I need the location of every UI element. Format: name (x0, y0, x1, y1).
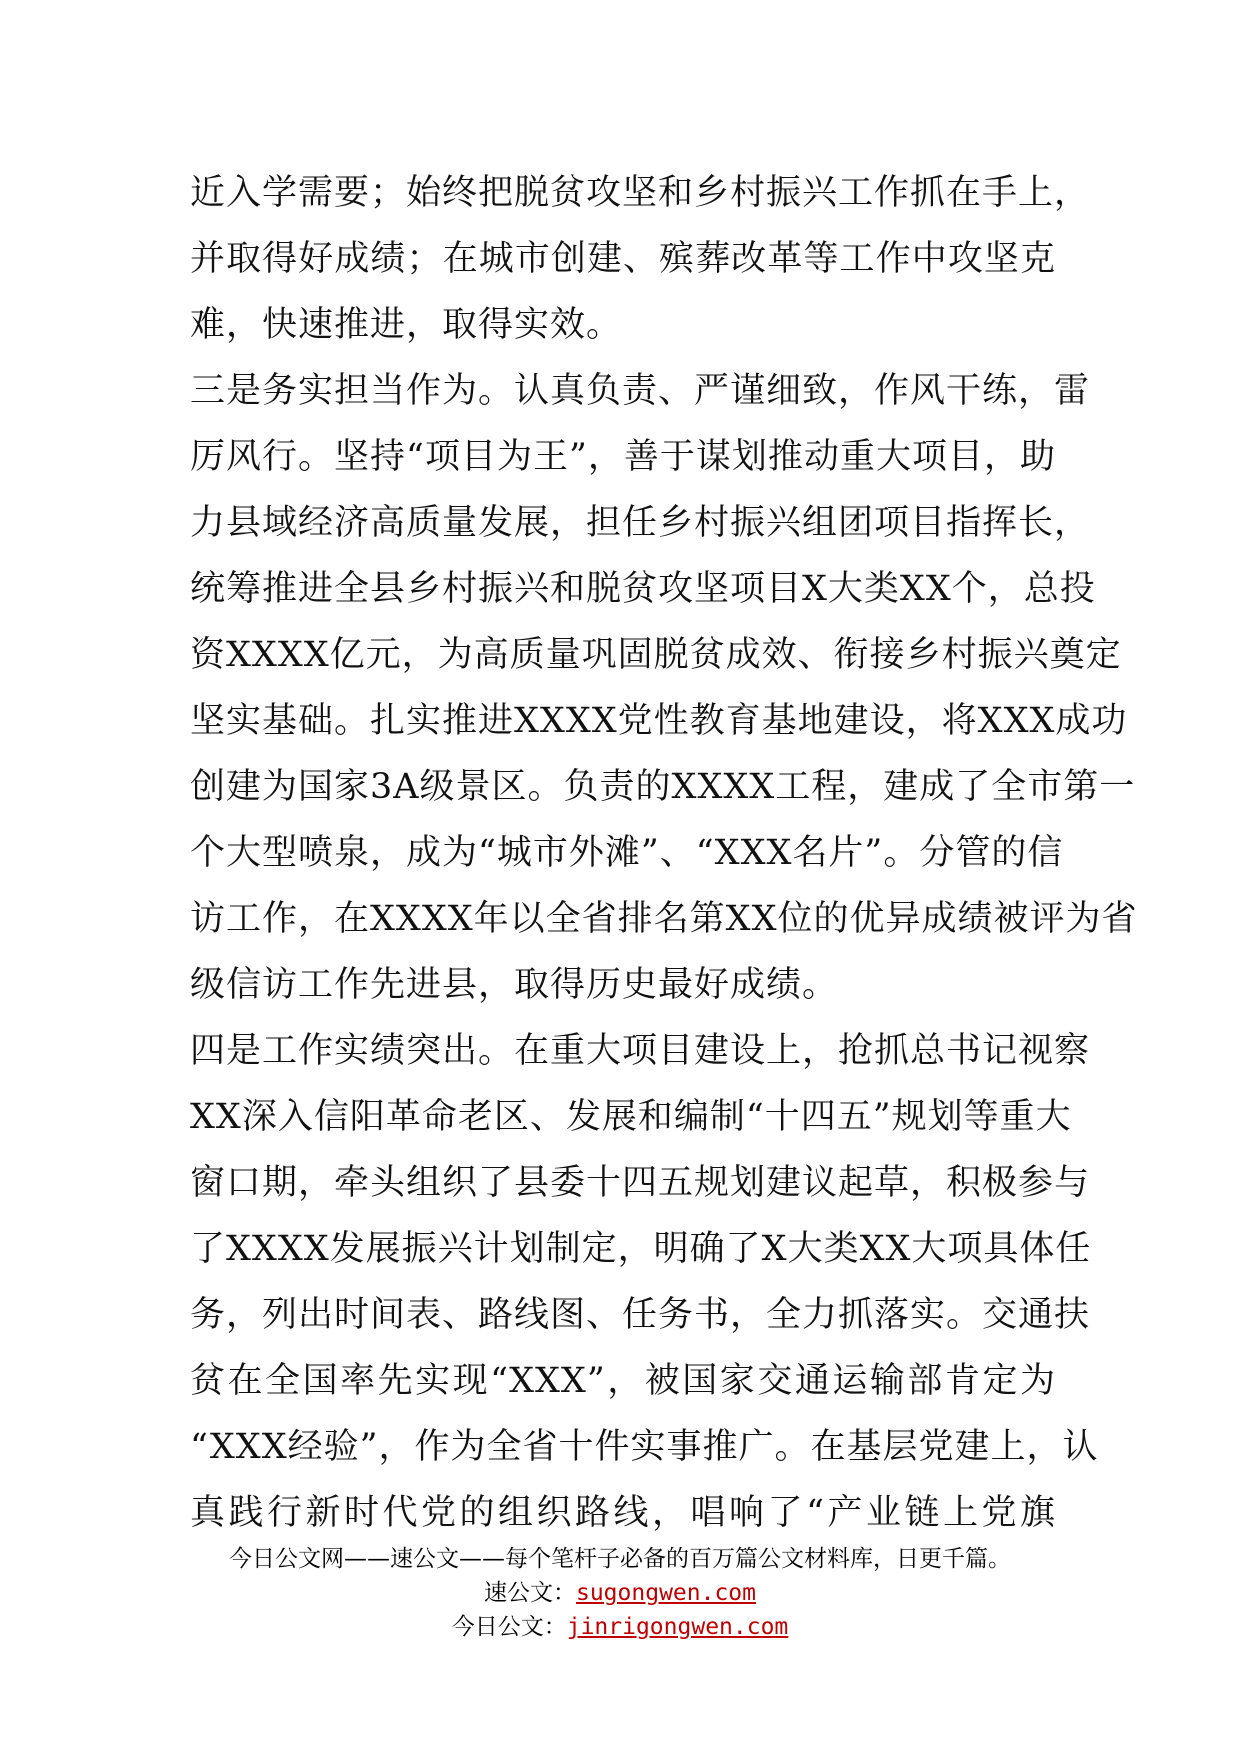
text-line: 个大型喷泉，成为“城市外滩”、“XXX名片”。分管的信 (190, 833, 1064, 873)
text-line: 四是工作实绩突出。在重大项目建设上，抢抓总书记视察 (190, 1031, 1091, 1071)
text-line: 厉风行。坚持“项目为王”，善于谋划推动重大项目，助 (190, 437, 1056, 477)
text-line: XX深入信阳革命老区、发展和编制“十四五”规划等重大 (190, 1097, 1072, 1137)
text-line: 近入学需要；始终把脱贫攻坚和乡村振兴工作抓在手上， (190, 173, 1091, 213)
text-line: “XXX经验”，作为全省十件实事推广。在基层党建上，认 (190, 1427, 1099, 1467)
text-line: 力县域经济高质量发展，担任乡村振兴组团项目指挥长， (190, 503, 1091, 543)
text-line: 三是务实担当作为。认真负责、严谨细致，作风干练，雷 (190, 371, 1091, 411)
text-line: 难，快速推进，取得实效。 (190, 305, 623, 345)
footer-tagline: 今日公文网——速公文——每个笔杆子必备的百万篇公文材料库，日更千篇。 (229, 1546, 1011, 1572)
page-footer (0, 1542, 1240, 1644)
footer-site1 (0, 1576, 1240, 1610)
text-line: 真践行新时代党的组织路线，唱响了“产业链上党旗 (190, 1493, 1056, 1533)
text-line: 务，列出时间表、路线图、任务书，全力抓落实。交通扶 (190, 1295, 1091, 1335)
text-line: 窗口期，牵头组织了县委十四五规划建议起草，积极参与 (190, 1163, 1091, 1203)
text-line: 访工作，在XXXX年以全省排名第XX位的优异成绩被评为省 (190, 899, 1138, 939)
text-line: 并取得好成绩；在城市创建、殡葬改革等工作中攻坚克 (190, 239, 1056, 279)
text-line: 贫在全国率先实现“XXX”，被国家交通运输部肯定为 (190, 1361, 1056, 1401)
text-line: 创建为国家3A级景区。负责的XXXX工程，建成了全市第一 (190, 767, 1136, 807)
text-line: 统筹推进全县乡村振兴和脱贫攻坚项目X大类XX个，总投 (190, 569, 1096, 609)
footer-site2 (0, 1610, 1240, 1644)
text-line: 资XXXX亿元，为高质量巩固脱贫成效、衔接乡村振兴奠定 (190, 635, 1122, 675)
footer-site1-label: 速公文： (483, 1580, 576, 1606)
text-line: 级信访工作先进县，取得历史最好成绩。 (190, 965, 839, 1005)
footer-site2-link[interactable]: jinrigongwen.com (566, 1614, 789, 1640)
text-line: 坚实基础。扎实推进XXXX党性教育基地建设，将XXX成功 (190, 701, 1128, 741)
document-body (190, 160, 1138, 1546)
footer-site2-label: 今日公文： (451, 1614, 567, 1640)
footer-site1-link[interactable]: sugongwen.com (575, 1580, 756, 1606)
text-line: 了XXXX发展振兴计划制定，明确了X大类XX大项具体任 (190, 1229, 1092, 1269)
